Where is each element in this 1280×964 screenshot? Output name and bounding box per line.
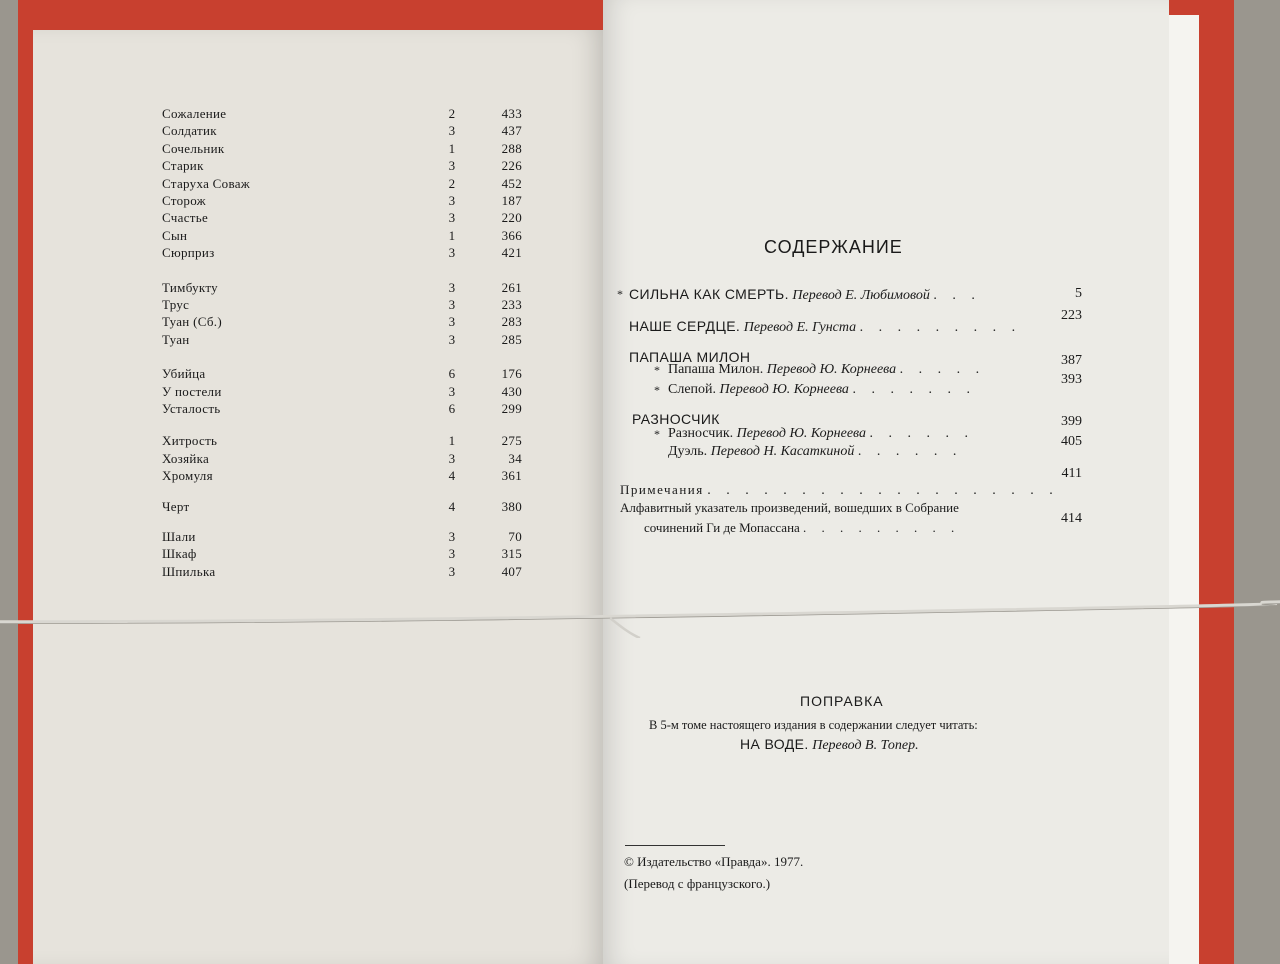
correction-entry-title: НА ВОДЕ. <box>740 736 809 752</box>
index-volume: 1 <box>448 227 456 243</box>
toc-leader: . . . . . . . . . . . . . . . . . . . <box>707 483 1059 498</box>
correction-text: В 5-м томе настоящего издания в содержании следует читать: <box>649 718 978 732</box>
index-page: 380 <box>501 498 522 514</box>
toc-leader: . . . . . . . . . <box>803 520 961 535</box>
index-page: 421 <box>501 245 522 261</box>
index-title: Шали <box>162 529 196 544</box>
toc-entry-translator: Перевод Ю. Корнеева <box>719 382 849 397</box>
index-title: Хозяйка <box>162 450 210 466</box>
toc-entry-title: СИЛЬНА КАК СМЕРТЬ. <box>629 286 789 302</box>
index-volume: 2 <box>448 175 456 191</box>
index-title: Счастье <box>162 210 209 226</box>
index-volume: 6 <box>448 366 456 382</box>
toc-leader: . . . . . <box>899 362 986 377</box>
index-page: 220 <box>501 210 522 226</box>
index-volume: 3 <box>448 210 456 226</box>
index-title: Убийца <box>162 366 206 382</box>
index-page: 233 <box>501 297 522 312</box>
index-page: 34 <box>508 450 522 466</box>
index-volume: 4 <box>448 498 456 514</box>
correction-entry <box>740 734 1040 756</box>
index-title: Хромуля <box>162 468 213 484</box>
toc-leader: . . . . . . . . . <box>859 320 1022 335</box>
index-volume: 3 <box>448 450 456 466</box>
index-title: Шпилька <box>162 563 216 579</box>
index-page: 315 <box>501 546 522 562</box>
index-row <box>162 157 524 175</box>
index-row <box>162 467 524 485</box>
index-page: 283 <box>501 314 522 330</box>
index-row <box>162 400 524 418</box>
toc-entry-translator: Перевод Ю. Корнеева <box>736 426 867 441</box>
index-row <box>162 432 524 450</box>
toc-entry-page: 414 <box>1061 511 1082 526</box>
index-volume: 1 <box>448 433 456 449</box>
index-row <box>162 450 524 468</box>
index-title: Усталость <box>162 401 221 416</box>
toc-entry-page: 399 <box>1061 414 1082 429</box>
copyright-line: © Издательство «Правда». 1977. <box>624 854 804 869</box>
toc-entry-page: 387 <box>1061 353 1082 368</box>
index-page: 452 <box>501 175 522 191</box>
index-row <box>162 296 524 314</box>
index-title: Сочельник <box>162 140 225 156</box>
index-page: 176 <box>501 366 522 382</box>
imprint-rule <box>625 845 725 846</box>
index-volume: 3 <box>448 314 456 330</box>
index-volume: 3 <box>448 546 456 562</box>
index-row <box>162 528 524 546</box>
toc-entry-translator: Перевод Ю. Корнеева <box>766 362 897 377</box>
index-volume: 3 <box>448 193 456 208</box>
index-title: Старуха Соваж <box>162 175 251 191</box>
index-volume: 3 <box>448 279 456 295</box>
index-title: Солдатик <box>162 123 217 139</box>
index-page: 407 <box>501 563 522 579</box>
index-volume: 3 <box>448 297 456 312</box>
asterisk-mark: * <box>654 363 660 377</box>
index-page: 226 <box>501 158 522 174</box>
index-title: Старик <box>162 158 204 174</box>
index-page: 430 <box>501 383 522 399</box>
index-page: 275 <box>501 433 522 449</box>
toc-entry-page: 393 <box>1061 372 1082 387</box>
correction-entry-translator: Перевод В. Топер. <box>812 738 919 753</box>
toc-entry-title: сочинений Ги де Мопассана <box>644 520 800 535</box>
toc-entry-page: 223 <box>1061 308 1082 323</box>
contents-heading: СОДЕРЖАНИЕ <box>764 237 903 257</box>
index-title: Туан (Сб.) <box>162 314 222 330</box>
index-title: Тимбукту <box>162 279 218 295</box>
index-row <box>162 105 524 123</box>
toc-entry-title: Примечания <box>620 482 704 497</box>
index-title: Сюрприз <box>162 245 215 261</box>
index-volume: 3 <box>448 331 456 347</box>
index-page: 433 <box>501 106 522 121</box>
index-page: 285 <box>501 331 522 347</box>
index-page: 70 <box>508 529 522 544</box>
index-row <box>162 140 524 158</box>
correction-title: ПОПРАВКА <box>800 693 884 709</box>
index-row <box>162 279 524 297</box>
toc-entry-page: 5 <box>1075 286 1082 301</box>
index-title: У постели <box>162 383 222 399</box>
toc-entry-line: Алфавитный указатель произведений, вошедших в Собрание <box>620 500 959 515</box>
index-row <box>162 313 524 331</box>
index-volume: 3 <box>448 123 456 139</box>
translation-note: (Перевод с французского.) <box>624 876 771 891</box>
asterisk-mark: * <box>654 383 660 397</box>
toc-entry-title: Дуэль. <box>668 444 708 459</box>
toc-entry-title: Разносчик. <box>668 426 734 441</box>
index-row <box>162 545 524 563</box>
index-volume: 3 <box>448 158 456 174</box>
toc-entry-page: 411 <box>1061 466 1082 481</box>
index-title: Черт <box>162 498 190 514</box>
toc-section-title: ПАПАША МИЛОН <box>629 349 751 365</box>
toc-entry <box>620 480 1059 500</box>
toc-entry <box>629 316 1021 336</box>
page-edge <box>1169 15 1199 964</box>
index-page: 187 <box>501 193 522 208</box>
index-volume: 6 <box>448 401 456 416</box>
toc-leader: . . . . . . <box>869 426 975 441</box>
toc-entry-page: 405 <box>1061 434 1082 449</box>
index-row <box>162 498 524 516</box>
toc-leader: . . . <box>933 288 981 303</box>
toc-section-title: РАЗНОСЧИК <box>632 411 720 427</box>
toc-entry <box>668 442 962 462</box>
index-row <box>162 365 524 383</box>
index-page: 437 <box>501 123 522 139</box>
index-page: 288 <box>501 140 522 156</box>
toc-entry-title: Папаша Милон. <box>668 362 764 377</box>
index-title: Туан <box>162 331 190 347</box>
index-volume: 1 <box>448 140 456 156</box>
index-title: Сторож <box>162 193 206 208</box>
index-row <box>162 192 524 210</box>
toc-leader: . . . . . . <box>857 444 963 459</box>
index-page: 366 <box>501 227 522 243</box>
asterisk-mark: * <box>617 287 623 301</box>
index-volume: 4 <box>448 468 456 484</box>
toc-leader: . . . . . . . <box>852 382 976 397</box>
toc-entry-title: Слепой. <box>668 382 717 397</box>
index-title: Сын <box>162 227 188 243</box>
index-volume: 3 <box>448 245 456 261</box>
index-title: Хитрость <box>162 433 218 449</box>
toc-entry-translator: Перевод Е. Любимовой <box>792 288 930 303</box>
index-row <box>162 227 524 245</box>
index-volume: 3 <box>448 563 456 579</box>
index-page: 361 <box>501 468 522 484</box>
index-page: 261 <box>501 279 522 295</box>
index-row <box>162 244 524 262</box>
index-page: 299 <box>501 401 522 416</box>
index-row <box>162 563 524 581</box>
index-volume: 2 <box>448 106 456 121</box>
toc-entry <box>644 518 960 538</box>
index-title: Трус <box>162 297 190 312</box>
index-volume: 3 <box>448 529 456 544</box>
index-row <box>162 209 524 227</box>
index-row <box>162 175 524 193</box>
asterisk-mark: * <box>654 427 660 441</box>
index-volume: 3 <box>448 383 456 399</box>
index-row <box>162 331 524 349</box>
index-title: Шкаф <box>162 546 197 562</box>
toc-entry-title: НАШЕ СЕРДЦЕ. <box>629 318 741 334</box>
index-row <box>162 122 524 140</box>
toc-entry-translator: Перевод Н. Касаткиной <box>710 444 855 459</box>
index-title: Сожаление <box>162 106 227 121</box>
index-row <box>162 383 524 401</box>
toc-entry-translator: Перевод Е. Гунста <box>743 320 857 335</box>
